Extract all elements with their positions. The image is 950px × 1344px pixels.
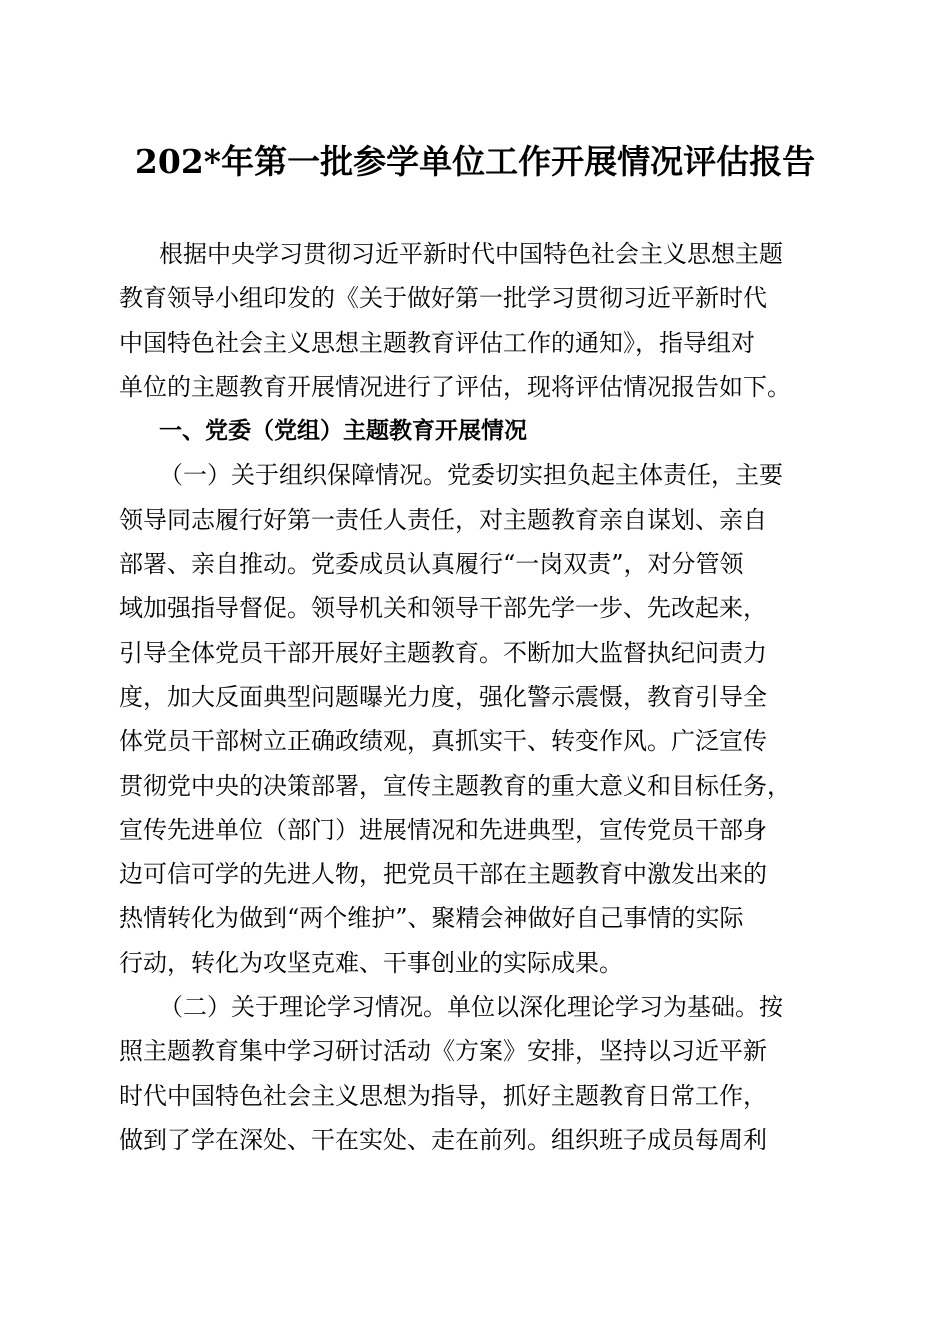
paragraph-line: 热情转化为做到“两个维护”、聚精会神做好自己事情的实际 (119, 904, 744, 933)
paragraph-line: 域加强指导督促。领导机关和领导干部先学一步、先改起来， (119, 594, 767, 623)
paragraph-line: 照主题教育集中学习研讨活动《方案》安排，坚持以习近平新 (119, 1037, 767, 1066)
paragraph-line: 边可信可学的先进人物，把党员干部在主题教育中激发出来的 (119, 860, 767, 889)
paragraph-line: 部署、亲自推动。党委成员认真履行“一岗双责”，对分管领 (119, 550, 744, 579)
section-heading: 一、党委（党组）主题教育开展情况 (159, 418, 527, 445)
paragraph-line: 中国特色社会主义思想主题教育评估工作的通知》，指导组对 (119, 328, 755, 357)
paragraph-line: 行动，转化为攻坚克难、干事创业的实际成果。 (119, 948, 623, 977)
paragraph-line: 根据中央学习贯彻习近平新时代中国特色社会主义思想主题 (159, 240, 783, 268)
document-title: 202*年第一批参学单位工作开展情况评估报告 (134, 142, 816, 181)
paragraph-line: 引导全体党员干部开展好主题教育。不断加大监督执纪问责力 (119, 638, 767, 667)
paragraph-line: 宣传先进单位（部门）进展情况和先进典型，宣传党员干部身 (119, 815, 767, 844)
paragraph-line: 贯彻党中央的决策部署，宣传主题教育的重大意义和目标任务， (119, 771, 791, 800)
paragraph-line: 做到了学在深处、干在实处、走在前列。组织班子成员每周利 (119, 1125, 767, 1154)
paragraph-line: 度，加大反面典型问题曝光力度，强化警示震慑，教育引导全 (119, 682, 767, 711)
document-body (119, 232, 831, 1162)
paragraph-line: 教育领导小组印发的《关于做好第一批学习贯彻习近平新时代 (119, 284, 767, 313)
paragraph-line: 时代中国特色社会主义思想为指导，抓好主题教育日常工作， (119, 1081, 767, 1110)
paragraph-line: 单位的主题教育开展情况进行了评估，现将评估情况报告如下。 (119, 372, 791, 401)
paragraph-line: （二）关于理论学习情况。单位以深化理论学习为基础。按 (159, 993, 783, 1022)
paragraph-line: 领导同志履行好第一责任人责任，对主题教育亲自谋划、亲自 (119, 505, 767, 534)
paragraph-line: （一）关于组织保障情况。党委切实担负起主体责任，主要 (159, 461, 783, 490)
paragraph-line: 体党员干部树立正确政绩观，真抓实干、转变作风。广泛宣传 (119, 727, 767, 756)
